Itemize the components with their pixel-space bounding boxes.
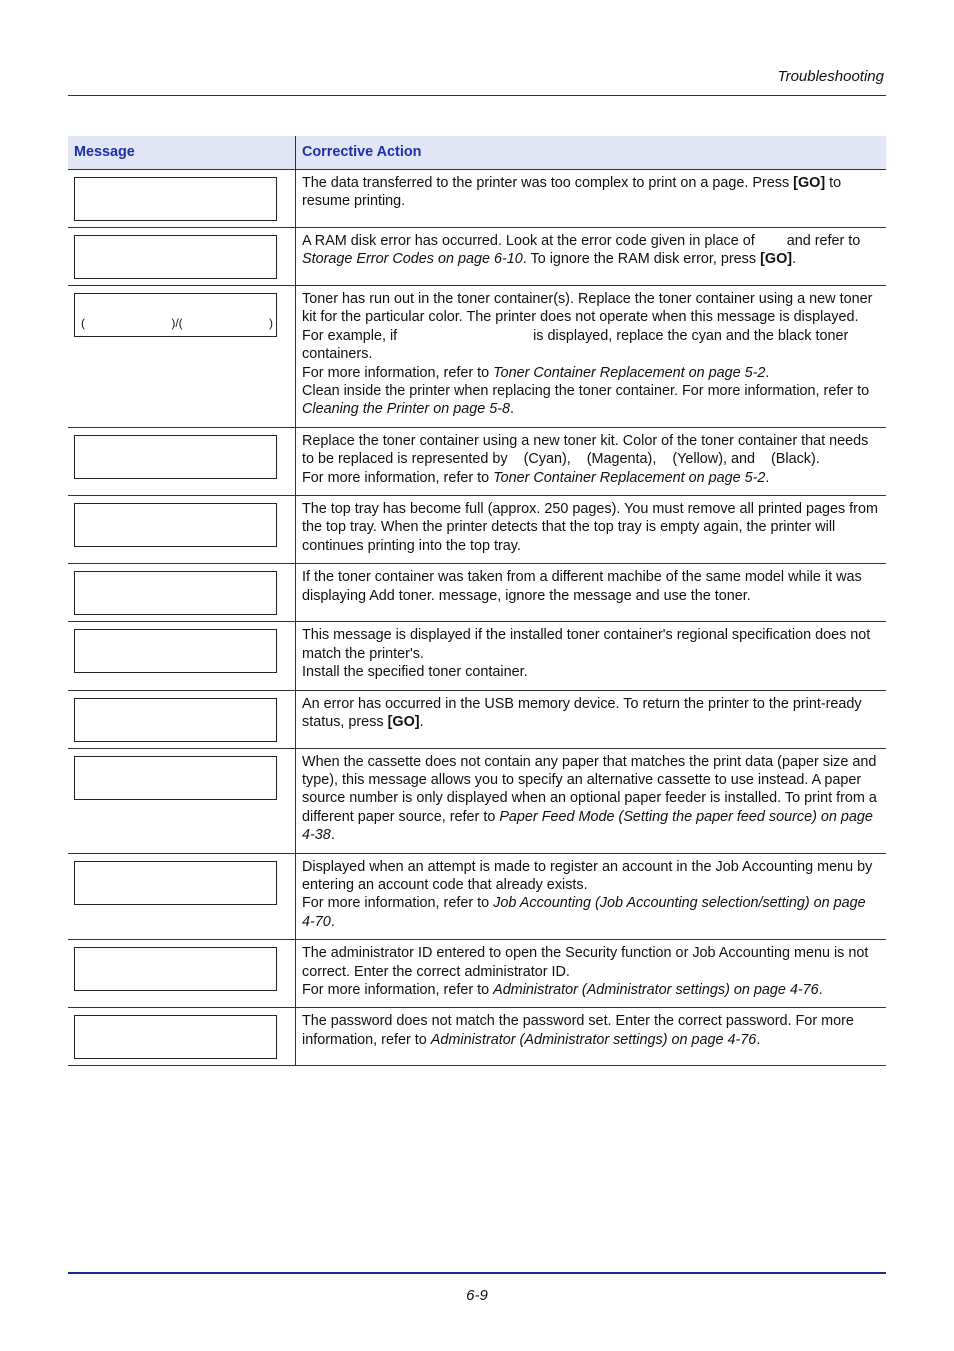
footer-rule (68, 1272, 886, 1274)
action-text: . (765, 469, 770, 486)
action-paragraph (302, 944, 880, 981)
action-text: For more information, refer to (302, 469, 494, 486)
action-text: . (818, 981, 823, 998)
cross-reference: Toner Container Replacement on page 5-2 (493, 469, 766, 486)
table-row (68, 1008, 886, 1066)
message-cell (68, 1008, 296, 1066)
table-row (68, 286, 886, 428)
action-text: The administrator ID entered to open the Security function or Job Accounting menu is not correct. Enter the correct administrator ID. (302, 945, 873, 980)
lcd-message-box (74, 435, 277, 479)
cross-reference: Administrator (Administrator settings) on page 4-76 (430, 1031, 757, 1048)
cross-reference: Storage Error Codes on page 6-10 (302, 251, 523, 268)
table-row (68, 690, 886, 748)
cross-reference: Paper Feed Mode (Setting the paper feed source) on page 4-38 (302, 808, 877, 844)
corrective-action-cell (296, 622, 887, 690)
action-text: . (330, 827, 335, 844)
message-cell (68, 496, 296, 564)
lcd-message-box (74, 503, 277, 547)
action-text: . (330, 913, 335, 930)
action-text: . (419, 713, 424, 730)
action-text: When the cassette does not contain any paper that matches the print data (paper size and type), this message allows you to specify an alternative cassette to use instead. A paper source number is only displayed when an optional paper feeder is installed. To print from a different paper source, refer to (302, 753, 881, 825)
action-paragraph (302, 327, 880, 364)
corrective-action-cell (296, 564, 887, 622)
action-text: If the toner container was taken from a different machibe of the same model while it was displaying Add toner. message, ignore the message and use the toner. (302, 569, 866, 604)
corrective-action-cell (296, 690, 887, 748)
message-cell (68, 940, 296, 1008)
action-paragraph (302, 232, 880, 269)
action-paragraph (302, 290, 880, 327)
action-text: This message is displayed if the installed toner container's regional specification does not match the printer's. (302, 627, 875, 662)
page-number: 6-9 (466, 1287, 488, 1304)
lcd-message-box (74, 235, 277, 279)
action-paragraph (302, 1012, 880, 1049)
table-row (68, 564, 886, 622)
action-paragraph (302, 174, 880, 211)
lcd-message-box (74, 698, 277, 742)
action-text: Replace the toner container using a new toner kit. Color of the toner container that needs to be replaced is represented by (Cyan), (Magenta), (Yellow), and (Black). (302, 432, 873, 468)
message-cell (68, 228, 296, 286)
lcd-message-box (74, 177, 277, 221)
action-paragraph (302, 568, 880, 605)
action-paragraph (302, 663, 880, 681)
action-text: For more information, refer to (302, 895, 494, 912)
corrective-action-cell (296, 940, 887, 1008)
corrective-action-cell (296, 496, 887, 564)
lcd-message-box (74, 947, 277, 991)
action-text: Clean inside the printer when replacing the toner container. For more information, refer to (302, 383, 874, 400)
action-paragraph (302, 432, 880, 469)
corrective-action-cell (296, 170, 887, 228)
message-cell (68, 748, 296, 853)
table-row (68, 748, 886, 853)
message-cell (68, 690, 296, 748)
message-cell (68, 286, 296, 428)
action-paragraph (302, 695, 880, 732)
message-table (68, 136, 886, 1066)
table-row (68, 853, 886, 940)
corrective-action-cell (296, 853, 887, 940)
action-text: . (510, 401, 515, 418)
lcd-message-box (74, 571, 277, 615)
action-text: For more information, refer to (302, 981, 494, 998)
action-text: . (765, 364, 770, 381)
cross-reference: Cleaning the Printer on page 5-8 (302, 401, 511, 418)
action-text: . To ignore the RAM disk error, press (522, 251, 761, 268)
table-header-row (68, 136, 886, 170)
action-text: . (792, 251, 797, 268)
corrective-action-cell (296, 1008, 887, 1066)
corrective-action-cell (296, 427, 887, 495)
message-cell (68, 170, 296, 228)
table-row (68, 622, 886, 690)
action-text: A RAM disk error has occurred. Look at the error code given in place of and refer to (302, 233, 865, 249)
lcd-message-box (74, 756, 277, 800)
column-header-message: Message (68, 136, 296, 170)
table-row (68, 170, 886, 228)
cross-reference: Administrator (Administrator settings) on page 4-76 (493, 981, 819, 998)
action-text: For more information, refer to (302, 364, 494, 381)
action-paragraph (302, 382, 880, 419)
action-text: For example, if is displayed, replace the cyan and the black toner containers. (302, 327, 853, 363)
action-paragraph (302, 364, 880, 382)
action-text: The data transferred to the printer was too complex to print on a page. Press (302, 175, 794, 191)
action-text: The top tray has become full (approx. 250 pages). You must remove all printed pages from the top tray. When the printer detects that the top tray is empty again, the printer will continues printing into the top tray. (302, 501, 882, 554)
key-label: [GO] (387, 713, 420, 730)
corrective-action-cell (296, 748, 887, 853)
running-head: Troubleshooting (777, 68, 884, 85)
action-paragraph (302, 858, 880, 895)
lcd-fragment: ( (81, 316, 85, 330)
header-rule (68, 95, 886, 96)
cross-reference: Job Accounting (Job Accounting selection/setting) on page 4-70 (302, 895, 870, 930)
message-cell (68, 853, 296, 940)
column-header-corrective-action: Corrective Action (296, 136, 887, 170)
lcd-fragment: )/( (171, 316, 183, 330)
action-paragraph (302, 626, 880, 663)
lcd-message-box (74, 1015, 277, 1059)
action-paragraph (302, 753, 880, 845)
corrective-action-cell (296, 228, 887, 286)
action-paragraph (302, 500, 880, 555)
key-label: [GO] (760, 251, 793, 268)
lcd-message-box (74, 293, 277, 337)
action-text: Install the specified toner container. (302, 664, 528, 681)
action-paragraph (302, 469, 880, 487)
key-label: [GO] (793, 175, 826, 191)
corrective-action-cell (296, 286, 887, 428)
action-paragraph (302, 981, 880, 999)
table-row (68, 427, 886, 495)
action-text: Toner has run out in the toner container(s). Replace the toner container using a new toner kit for the particular color. The printer does not operate when this message is displayed. (302, 291, 877, 326)
action-text: . (756, 1031, 761, 1048)
table-row (68, 940, 886, 1008)
action-paragraph (302, 894, 880, 931)
message-cell (68, 564, 296, 622)
lcd-message-line (81, 316, 273, 330)
message-cell (68, 622, 296, 690)
action-text: The password does not match the password set. Enter the correct password. For more information, refer to (302, 1013, 858, 1048)
action-text: to resume printing. (302, 175, 846, 210)
table-row (68, 496, 886, 564)
cross-reference: Toner Container Replacement on page 5-2 (493, 364, 766, 381)
lcd-fragment: ) (268, 316, 273, 330)
action-text: An error has occurred in the USB memory device. To return the printer to the print-ready status, press (302, 695, 866, 730)
lcd-message-box (74, 861, 277, 905)
message-cell (68, 427, 296, 495)
lcd-message-box (74, 629, 277, 673)
table-row (68, 228, 886, 286)
table-body (68, 170, 886, 1066)
action-text: Displayed when an attempt is made to register an account in the Job Accounting menu by entering an account code that already exists. (302, 858, 877, 893)
